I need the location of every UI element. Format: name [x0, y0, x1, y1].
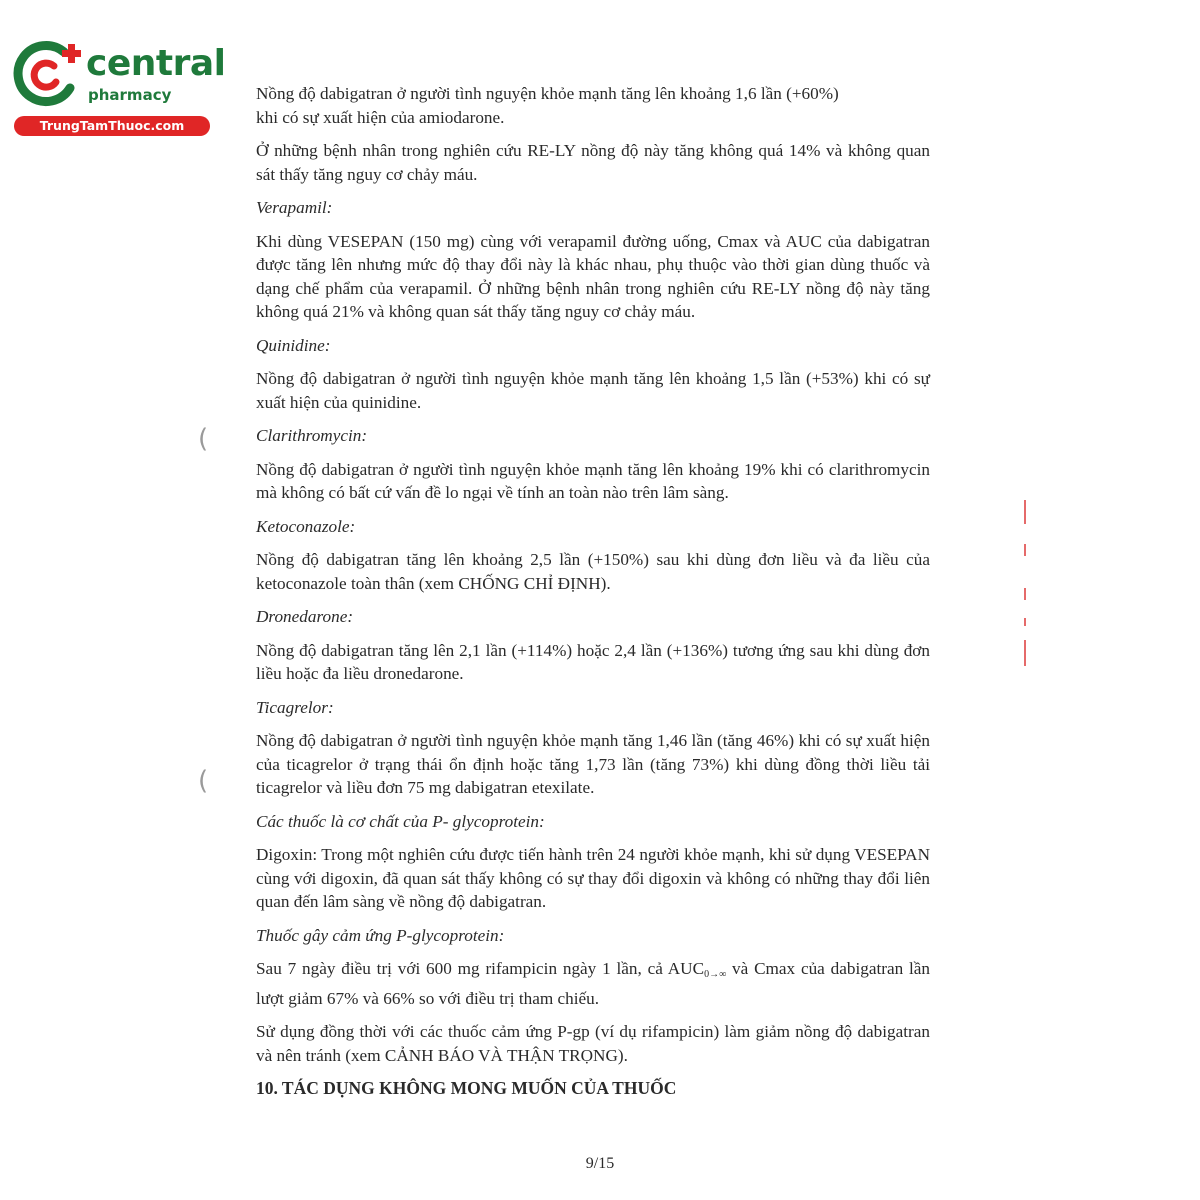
paragraph-digoxin: Digoxin: Trong một nghiên cứu được tiến hành trên 24 người khỏe mạnh, khi sử dụng VESEPAN cùng với digoxin, đã quan sát thấy không có sự thay đổi digoxin và không có những thay đổi liên quan đến lâm sàng về nồng độ dabigatran.: [256, 845, 930, 911]
scan-mark: [1024, 640, 1026, 666]
heading-ketoconazole: Ketoconazole:: [256, 516, 356, 536]
paragraph-clarithromycin: Nồng độ dabigatran ở người tình nguyện khỏe mạnh tăng lên khoảng 19% khi có clarithromycin mà không có bất cứ vấn đề lo ngại về tính an toàn nào trên lâm sàng.: [256, 459, 930, 502]
paragraph-verapamil: Khi dùng VESEPAN (150 mg) cùng với verapamil đường uống, Cmax và AUC của dabigatran được tăng lên nhưng mức độ thay đổi này là khác nhau, phụ thuộc vào thời gian dùng thuốc và dạng chế phẩm của verapamil. Ở những bệnh nhân trong nghiên cứu RE-LY nồng độ này tăng không quá 21% và không quan sát thấy tăng nguy cơ chảy máu.: [256, 231, 930, 321]
paragraph-ticagrelor: Nồng độ dabigatran ở người tình nguyện khỏe mạnh tăng 1,46 lần (tăng 46%) khi có sự xuất hiện của ticagrelor ở trạng thái ổn định hoặc tăng 1,73 lần (tăng 73%) khi dùng đồng thời liều tải ticagrelor và liều đơn 75 mg dabigatran etexilate.: [256, 731, 930, 797]
brand-subtitle: pharmacy: [88, 86, 172, 104]
heading-pgp-inducers: Thuốc gây cảm ứng P-glycoprotein:: [256, 925, 505, 945]
paragraph-rifampicin: [256, 957, 930, 1010]
brand-url: TrungTamThuoc.com: [14, 116, 210, 136]
paragraph-dronedarone: Nồng độ dabigatran tăng lên 2,1 lần (+114%) hoặc 2,4 lần (+136%) tương ứng sau khi dùng đơn liều hoặc đa liều dronedarone.: [256, 640, 930, 683]
heading-pgp-substrates: Các thuốc là cơ chất của P- glycoprotein:: [256, 811, 545, 831]
paragraph-quinidine: Nồng độ dabigatran ở người tình nguyện khỏe mạnh tăng lên khoảng 1,5 lần (+53%) khi có sự xuất hiện của quinidine.: [256, 369, 930, 412]
heading-quinidine: Quinidine:: [256, 335, 331, 355]
heading-verapamil: Verapamil:: [256, 198, 333, 217]
scan-mark: [1024, 500, 1026, 524]
paragraph-amiodarone: [256, 82, 930, 129]
paragraph-pgp-inducer-warning: Sử dụng đồng thời với các thuốc cảm ứng P-gp (ví dụ rifampicin) làm giảm nồng độ dabigatran và nên tránh (xem CẢNH BÁO VÀ THẬN TRỌNG).: [256, 1022, 930, 1065]
heading-ticagrelor: Ticagrelor:: [256, 697, 334, 717]
heading-dronedarone: Dronedarone:: [256, 607, 354, 626]
heading-clarithromycin: Clarithromycin:: [256, 426, 368, 445]
scan-mark: [1024, 588, 1026, 600]
brand-name: central: [86, 43, 226, 84]
scan-mark: [1024, 618, 1026, 626]
page-number: 9/15: [585, 1155, 615, 1172]
scan-mark: (: [198, 424, 209, 454]
scan-mark: (: [198, 766, 209, 796]
paragraph-text: và Cmax của dabigatran lần lượt giảm 67% và 66% so với điều trị tham chiếu.: [256, 959, 930, 1008]
central-pharmacy-logo-icon: [12, 38, 92, 112]
document-body: [256, 82, 930, 1111]
paragraph-line: Nồng độ dabigatran ở người tình nguyện khỏe mạnh tăng lên khoảng 1,6 lần (+60%): [256, 84, 839, 103]
paragraph-ketoconazole: Nồng độ dabigatran tăng lên khoảng 2,5 lần (+150%) sau khi dùng đơn liều và đa liều của ketoconazole toàn thân (xem CHỐNG CHỈ ĐỊNH).: [256, 550, 930, 593]
auc-subscript: 0→∞: [704, 969, 727, 980]
section-title-10: 10. TÁC DỤNG KHÔNG MONG MUỐN CỦA THUỐC: [256, 1078, 677, 1098]
brand-logo: [12, 36, 226, 136]
scan-mark: [1024, 544, 1026, 556]
paragraph-line: khi có sự xuất hiện của amiodarone.: [256, 107, 505, 127]
paragraph-rely-amiodarone: Ở những bệnh nhân trong nghiên cứu RE-LY nồng độ này tăng không quá 14% và không quan sát thấy tăng nguy cơ chảy máu.: [256, 141, 930, 184]
paragraph-text: Sau 7 ngày điều trị với 600 mg rifampicin ngày 1 lần, cả AUC: [256, 959, 705, 978]
